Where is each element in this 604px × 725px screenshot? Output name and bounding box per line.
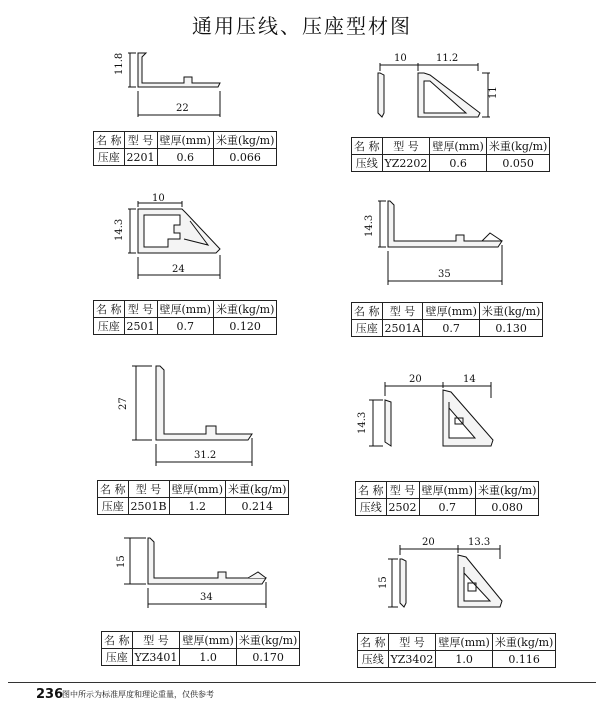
cell-weight: 0.170	[236, 649, 299, 666]
table-row	[356, 499, 539, 516]
profile-drawing-2501A	[350, 195, 520, 290]
dim-label: 11.2	[436, 53, 459, 64]
table-row	[94, 318, 277, 335]
header-name: 名 称	[98, 481, 129, 498]
dim-label: 20	[422, 537, 435, 548]
table-row	[98, 498, 289, 515]
cell-model: 2501A	[382, 320, 423, 337]
header-thickness: 壁厚(mm)	[430, 138, 486, 155]
footnote: 图中所示为标准厚度和理论重量，仅供参考	[62, 690, 214, 699]
header-name: 名 称	[356, 482, 387, 499]
header-weight: 米重(kg/m)	[486, 138, 549, 155]
table-header-row	[98, 481, 289, 498]
cell-thickness: 0.6	[157, 149, 213, 166]
header-name: 名 称	[352, 303, 383, 320]
header-model: 型 号	[124, 301, 157, 318]
dim-label: 22	[176, 103, 189, 114]
header-weight: 米重(kg/m)	[492, 634, 555, 651]
header-name: 名 称	[94, 132, 125, 149]
profile-drawing-YZ3401	[108, 530, 278, 620]
table-row	[102, 649, 300, 666]
spec-table-2501A	[351, 302, 543, 337]
cell-weight: 0.120	[213, 318, 276, 335]
table-row	[352, 155, 550, 172]
spec-table-YZ2202	[351, 137, 550, 172]
header-weight: 米重(kg/m)	[213, 132, 276, 149]
cell-thickness: 1.2	[169, 498, 225, 515]
header-model: 型 号	[124, 132, 157, 149]
cell-thickness: 0.7	[423, 320, 479, 337]
cell-weight: 0.116	[492, 651, 555, 668]
table-row	[94, 149, 277, 166]
dim-label: 27	[118, 397, 129, 410]
table-header-row	[94, 301, 277, 318]
dim-label: 13.3	[468, 537, 491, 548]
cell-thickness: 0.7	[157, 318, 213, 335]
cell-model: YZ2202	[382, 155, 430, 172]
header-weight: 米重(kg/m)	[236, 632, 299, 649]
header-thickness: 壁厚(mm)	[169, 481, 225, 498]
table-header-row	[358, 634, 556, 651]
cell-thickness: 0.6	[430, 155, 486, 172]
cell-weight: 0.130	[479, 320, 542, 337]
header-model: 型 号	[382, 303, 423, 320]
cell-weight: 0.066	[213, 149, 276, 166]
header-weight: 米重(kg/m)	[479, 303, 542, 320]
dim-label: 14	[463, 374, 476, 385]
cell-weight: 0.080	[475, 499, 538, 516]
profile-drawing-YZ3402	[378, 535, 522, 625]
spec-table-YZ3402	[357, 633, 556, 668]
header-thickness: 壁厚(mm)	[436, 634, 492, 651]
spec-table-YZ3401	[101, 631, 300, 666]
cell-name: 压座	[102, 649, 133, 666]
cell-model: 2501	[124, 318, 157, 335]
footer-divider	[8, 682, 596, 683]
table-row	[358, 651, 556, 668]
page-number: 236	[36, 687, 64, 702]
spec-table-2501	[93, 300, 277, 335]
table-row	[352, 320, 543, 337]
header-thickness: 壁厚(mm)	[419, 482, 475, 499]
dim-label: 15	[116, 555, 127, 568]
cell-thickness: 1.0	[436, 651, 492, 668]
table-header-row	[102, 632, 300, 649]
cell-model: YZ3401	[132, 649, 180, 666]
cell-name: 压座	[94, 149, 125, 166]
cell-name: 压座	[94, 318, 125, 335]
profile-drawing-2201	[100, 45, 240, 125]
dim-label: 11.8	[114, 52, 125, 75]
dim-label: 34	[200, 592, 213, 603]
spec-table-2201	[93, 131, 277, 166]
header-model: 型 号	[386, 482, 419, 499]
profile-drawing-YZ2202	[370, 45, 510, 135]
spec-table-2501B	[97, 480, 289, 515]
dim-label: 31.2	[194, 450, 217, 461]
dim-label: 24	[172, 264, 185, 275]
spec-table-2502	[355, 481, 539, 516]
cell-weight: 0.050	[486, 155, 549, 172]
dim-label: 10	[394, 53, 407, 64]
header-name: 名 称	[94, 301, 125, 318]
dim-label: 35	[438, 269, 451, 280]
dim-label: 11	[488, 86, 499, 99]
cell-name: 压座	[98, 498, 129, 515]
header-thickness: 壁厚(mm)	[157, 301, 213, 318]
cell-name: 压线	[356, 499, 387, 516]
header-thickness: 壁厚(mm)	[157, 132, 213, 149]
header-model: 型 号	[388, 634, 436, 651]
cell-weight: 0.214	[226, 498, 289, 515]
header-name: 名 称	[358, 634, 389, 651]
table-header-row	[356, 482, 539, 499]
cell-model: 2201	[124, 149, 157, 166]
dim-label: 15	[378, 576, 389, 589]
profile-drawing-2501	[108, 195, 238, 285]
header-weight: 米重(kg/m)	[213, 301, 276, 318]
header-name: 名 称	[352, 138, 383, 155]
table-header-row	[94, 132, 277, 149]
cell-model: 2502	[386, 499, 419, 516]
header-thickness: 壁厚(mm)	[423, 303, 479, 320]
header-weight: 米重(kg/m)	[475, 482, 538, 499]
dim-label: 14.3	[357, 411, 368, 434]
cell-name: 压座	[352, 320, 383, 337]
cell-thickness: 0.7	[419, 499, 475, 516]
cell-name: 压线	[358, 651, 389, 668]
header-weight: 米重(kg/m)	[226, 481, 289, 498]
dim-label: 14.3	[114, 218, 125, 241]
header-model: 型 号	[382, 138, 430, 155]
header-model: 型 号	[132, 632, 180, 649]
header-model: 型 号	[128, 481, 169, 498]
profile-drawing-2501B	[112, 362, 272, 472]
page-title: 通用压线、压座型材图	[192, 14, 412, 38]
dim-label: 10	[152, 193, 165, 204]
header-name: 名 称	[102, 632, 133, 649]
dim-label: 14.3	[364, 214, 375, 237]
table-header-row	[352, 138, 550, 155]
profile-drawing-2502	[355, 370, 515, 460]
cell-name: 压线	[352, 155, 383, 172]
cell-model: 2501B	[128, 498, 169, 515]
table-header-row	[352, 303, 543, 320]
header-thickness: 壁厚(mm)	[180, 632, 236, 649]
cell-thickness: 1.0	[180, 649, 236, 666]
dim-label: 20	[409, 374, 422, 385]
cell-model: YZ3402	[388, 651, 436, 668]
